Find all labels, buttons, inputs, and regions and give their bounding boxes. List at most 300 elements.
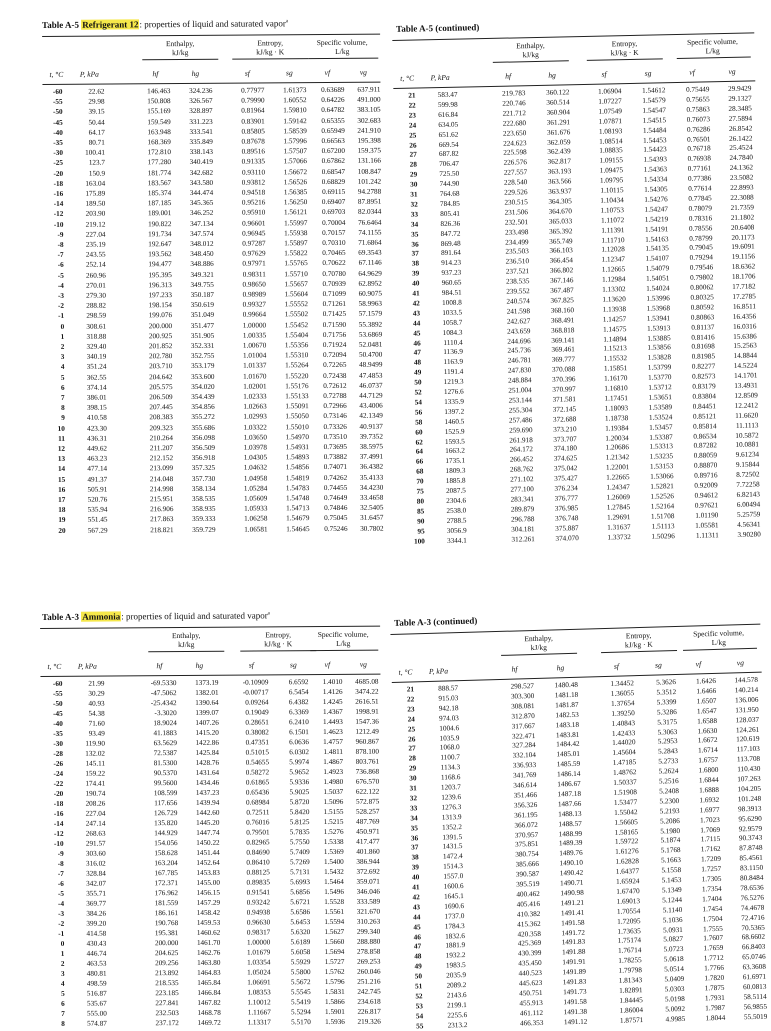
cell-t: -8	[57, 859, 64, 868]
cell-vf: 0.81985	[691, 352, 716, 362]
cell-p: 386.01	[86, 393, 107, 402]
cell-hf: 370.957	[514, 830, 539, 840]
cell-hg: 1491.72	[561, 928, 585, 937]
cell-t: 5	[61, 989, 65, 998]
cell-vf: 1.4367	[322, 707, 343, 717]
cell-hg: 335.849	[189, 137, 213, 146]
cell-hg: 375.042	[553, 464, 578, 473]
cell-hf: 312.870	[511, 711, 535, 721]
cell-p: 3344.1	[446, 536, 467, 545]
cell-sg: 4.9985	[665, 1014, 686, 1024]
cell-hg: 358.535	[191, 494, 216, 503]
cell-vf: 1.6630	[697, 726, 718, 735]
cell-vf: 0.85814	[693, 421, 717, 431]
cell-sf: 1.14894	[603, 334, 627, 344]
cell-hf: 224.623	[503, 138, 527, 148]
cell-hg: 351.477	[190, 321, 215, 330]
cell-hg: 369.461	[551, 345, 575, 355]
entropy-group-label: Entropy, kJ/kg · K	[264, 630, 293, 649]
cell-sg: 5.2408	[659, 786, 680, 796]
cell-hf: 207.445	[149, 403, 173, 412]
cell-hf: 237.521	[505, 267, 530, 276]
cell-sg: 1.53387	[649, 432, 673, 442]
cell-hg: 338.143	[189, 147, 213, 157]
cell-t: 4	[60, 979, 65, 988]
cell-hf: 223.650	[502, 128, 527, 138]
col-sg: sg	[654, 660, 662, 670]
cell-vf: 0.65355	[321, 116, 345, 125]
cell-sg: 1.57996	[283, 137, 307, 146]
cell-sf: 1.69013	[616, 896, 641, 906]
cell-hg: 1425.84	[195, 748, 220, 757]
cell-hf: 144.929	[154, 829, 178, 838]
cell-sg: 5.3512	[656, 687, 677, 697]
cell-hg: 354.439	[191, 392, 215, 401]
cell-hf: 395.519	[516, 879, 540, 889]
cell-t: -5	[57, 271, 64, 280]
cell-sf: 0.65436	[245, 788, 270, 797]
cell-t: 21	[408, 91, 416, 100]
cell-sg: 5.1874	[660, 836, 681, 845]
cell-vf: 0.74846	[324, 504, 348, 513]
cell-hf: 196.313	[148, 280, 172, 290]
cell-sf: 1.08353	[247, 988, 271, 997]
cell-sf: 0.68984	[245, 798, 270, 807]
cell-sf: 1.11667	[247, 1008, 271, 1017]
cell-vg: 71.6864	[358, 238, 382, 247]
table-title: Table A-3 Ammonia: properties of liquid and saturated vapor$^a$	[41, 610, 270, 622]
specific-volume-group-label: Specific volume, L/kg	[686, 36, 738, 56]
cell-p: 1168.6	[440, 773, 461, 782]
cell-hf: 277.100	[510, 485, 534, 494]
cell-hg: 374.180	[553, 444, 578, 454]
cell-sf: 1.50337	[613, 778, 637, 787]
cell-hf: 176.962	[154, 889, 178, 898]
cell-hg: 351.049	[190, 311, 215, 320]
cell-sg: 1.51113	[651, 521, 675, 531]
col-vg: vg	[728, 66, 736, 76]
cell-vg: 78.6536	[740, 883, 764, 893]
cell-sf: 0.97971	[242, 259, 266, 268]
cell-hg: 1480.48	[554, 680, 579, 690]
cell-sg: 5.1036	[662, 915, 683, 925]
cell-vf: 0.79546	[689, 263, 714, 273]
cell-hf: 400.462	[516, 889, 540, 899]
cell-vf: 1.4623	[323, 727, 343, 737]
cell-p: 50.44	[88, 118, 105, 127]
cell-vf: 0.64226	[321, 96, 345, 105]
cell-sg: 1.53712	[648, 383, 672, 392]
cell-vg: 401.860	[356, 847, 380, 856]
cell-p: 227.04	[85, 230, 106, 239]
cell-vf: 1.7354	[701, 884, 722, 894]
cell-sf: 1.14575	[602, 324, 627, 334]
cell-t: 40	[411, 873, 420, 882]
cell-vg: 4.56341	[737, 519, 761, 529]
cell-vf: 1.6426	[696, 676, 716, 686]
cell-sf: 1.48762	[612, 768, 637, 777]
cell-p: 1397.2	[444, 407, 465, 416]
cell-sf: 1.02001	[243, 382, 267, 391]
cell-hg: 355.686	[191, 423, 215, 432]
cell-t: 41	[412, 289, 420, 298]
cell-t: 52	[415, 992, 423, 1001]
cell-vf: 1.7404	[702, 894, 723, 904]
cell-hg: 1483.81	[555, 730, 580, 739]
cell-hg: 367.146	[549, 276, 574, 285]
cell-vf: 0.70622	[322, 259, 346, 268]
cell-sf: 1.02333	[243, 392, 267, 401]
table-row	[43, 1018, 383, 1029]
cell-sf: 1.65924	[615, 877, 640, 886]
cell-vf: 0.76718	[687, 144, 711, 154]
cell-vf: 0.74262	[323, 473, 348, 482]
cell-sg: 1.54783	[285, 483, 310, 493]
cell-t: 14	[57, 465, 66, 474]
cell-p: 1035.9	[439, 733, 460, 743]
cell-p: 480.81	[86, 969, 107, 978]
cell-p: 243.55	[85, 250, 106, 259]
cell-vg: 310.263	[356, 917, 381, 926]
cell-vg: 29.1327	[728, 94, 752, 103]
cell-sg: 5.1453	[661, 875, 682, 885]
cell-sg: 6.0636	[289, 738, 309, 747]
cell-vg: 47.4853	[359, 371, 383, 380]
cell-t: 33	[410, 804, 418, 813]
cell-vf: 1.4923	[323, 767, 344, 777]
cell-hg: 365.033	[548, 216, 573, 226]
cell-sg: 5.6453	[290, 918, 311, 927]
cell-t: 26	[409, 141, 417, 150]
cell-vf: 0.75246	[324, 524, 348, 533]
cell-sg: 5.6721	[290, 898, 311, 907]
cell-sg: 5.6058	[290, 948, 311, 957]
cell-t: 22	[408, 101, 416, 110]
cell-p: 1033.5	[442, 308, 463, 317]
cell-vf: 0.76938	[687, 154, 711, 164]
cell-sf: 1.27845	[606, 502, 631, 512]
cell-vg: 61.6971	[742, 972, 767, 982]
cell-p: 279.30	[86, 291, 106, 300]
cell-sg: 5.2843	[657, 747, 678, 756]
cell-sg: 5.5929	[290, 958, 311, 967]
cell-sf: 1.08193	[598, 126, 623, 136]
cell-t: 21	[406, 685, 415, 694]
cell-sg: 1.54334	[643, 175, 668, 184]
cell-sf: 1.16170	[604, 374, 628, 383]
cell-sf: 0.93812	[241, 178, 266, 187]
cell-p: 298.59	[86, 311, 107, 321]
cell-hf: 234.499	[505, 237, 529, 247]
cell-hf: 214.048	[149, 474, 174, 483]
table-body	[42, 86, 383, 538]
cell-hf: 221.712	[502, 109, 526, 118]
enthalpy-group-label: Enthalpy, kJ/kg	[524, 633, 553, 653]
cell-hf: 327.284	[512, 741, 536, 751]
cell-hg: 365.749	[549, 236, 573, 246]
cell-sg: 1.54819	[285, 473, 310, 482]
cell-p: 1239.6	[441, 792, 462, 802]
cell-t: 20	[58, 526, 66, 535]
cell-hf: 168.369	[147, 138, 171, 147]
cell-t: 11	[58, 434, 65, 443]
cell-vg: 6.00494	[736, 500, 761, 509]
cell-sf: 0.94938	[246, 908, 271, 917]
cell-sg: 5.3626	[656, 678, 677, 687]
cell-sf: 1.87571	[619, 1015, 644, 1025]
cell-t: 49	[414, 368, 422, 377]
cell-p: 498.59	[86, 979, 107, 988]
cell-t: 8	[61, 1019, 65, 1028]
cell-sg: 1.54276	[644, 195, 668, 204]
cell-hf: 163.948	[147, 127, 171, 137]
cell-vf: 1.11311	[695, 530, 719, 540]
cell-t: -20	[53, 169, 64, 178]
cell-hg: 353.600	[191, 372, 215, 381]
cell-hg: 355.272	[191, 413, 215, 422]
cell-p: 100.41	[85, 148, 105, 157]
cell-hf: 227.557	[503, 168, 528, 177]
cell-vf: 1.7766	[704, 963, 725, 973]
cell-hg: 1464.83	[197, 968, 221, 977]
cell-sg: 1.55050	[285, 412, 309, 421]
cell-sg: 5.2300	[659, 796, 680, 806]
cell-sf: 1.10434	[600, 196, 624, 205]
cell-hf: 213.099	[149, 464, 174, 473]
cell-sg: 1.54856	[285, 463, 310, 472]
cell-sg: 6.2410	[288, 718, 309, 727]
cell-t: -9	[57, 230, 64, 239]
cell-hg: 347.574	[190, 229, 214, 238]
cell-sg: 1.50296	[651, 531, 675, 541]
cell-p: 583.47	[437, 90, 458, 100]
cell-p: 252.14	[85, 260, 106, 270]
cell-sg: 5.5170	[291, 1018, 311, 1027]
cell-p: 477.14	[87, 464, 108, 474]
cell-p: 984.51	[441, 288, 462, 298]
cell-vf: 1.4811	[323, 747, 344, 757]
cell-vf: 1.7931	[704, 993, 725, 1003]
cell-sg: 5.1768	[660, 846, 681, 855]
cell-vg: 82.0344	[357, 208, 382, 217]
cell-t: -40	[53, 128, 63, 137]
cell-vg: 35.4133	[359, 473, 384, 482]
cell-vf: 1.7305	[701, 874, 722, 884]
cell-sf: 1.67470	[616, 887, 640, 896]
specific-volume-group-label: Specific volume, L/kg	[316, 37, 368, 56]
cell-p: 1219.3	[443, 377, 464, 387]
cell-hf: 205.575	[149, 382, 173, 392]
cell-hf: 181.559	[154, 899, 179, 908]
cell-vf: 1.5660	[324, 937, 345, 947]
cell-vg: 31.6457	[360, 514, 384, 523]
cell-vg: 450.971	[356, 827, 380, 836]
cell-p: 1084.3	[442, 328, 463, 337]
cell-hf: 216.906	[150, 505, 174, 514]
cell-p: 1276.6	[443, 387, 464, 396]
cell-vg: 144.578	[734, 675, 758, 685]
cell-hg: 1486.14	[556, 769, 581, 779]
cell-hf: 380.754	[515, 850, 539, 859]
cell-sg: 5.3175	[657, 717, 678, 727]
cell-sf: 0.72511	[246, 808, 270, 817]
cell-t: 52	[414, 388, 422, 397]
cell-sf: 1.00000	[242, 321, 267, 330]
cell-vg: 1547.36	[355, 717, 379, 726]
cell-hg: 345.365	[189, 198, 214, 208]
table-a3-continued	[390, 608, 771, 1031]
cell-t: 34	[410, 220, 419, 229]
cell-vf: 0.77386	[687, 174, 712, 183]
cell-hf: 435.450	[518, 959, 542, 968]
cell-vg: 46.0737	[359, 381, 383, 390]
cell-sf: 1.03650	[243, 433, 267, 442]
cell-sg: 1.56672	[283, 167, 308, 176]
cell-vf: 0.81416	[691, 332, 715, 342]
cell-hg: 361.676	[546, 127, 571, 137]
cell-vg: 487.769	[356, 817, 380, 826]
cell-vf: 0.66563	[321, 136, 345, 146]
cell-vf: 1.5155	[323, 807, 344, 817]
cell-sf: 1.26069	[606, 493, 631, 502]
cell-sf: 1.10753	[600, 205, 625, 215]
cell-hg: 1491.38	[563, 1007, 588, 1016]
cell-sg: 5.0723	[663, 945, 684, 954]
cell-vg: 333.589	[356, 897, 381, 906]
cell-p: 535.67	[86, 999, 107, 1008]
cell-vg: 346.046	[356, 887, 380, 896]
cell-t: -1	[58, 312, 65, 321]
cell-hg: 362.439	[547, 147, 571, 157]
cell-hf: 346.614	[513, 780, 537, 790]
cell-t: -2	[57, 302, 65, 311]
cell-sg: 1.53457	[649, 422, 673, 432]
cell-p: 29.98	[88, 97, 105, 106]
col-p: P, kPa	[430, 72, 450, 83]
cell-p: 914.23	[441, 258, 462, 268]
cell-hf: 261.918	[509, 435, 533, 445]
cell-t: -3	[57, 291, 64, 300]
cell-vf: 0.70310	[322, 238, 346, 248]
cell-vf: 1.6466	[696, 686, 717, 696]
cell-vf: 1.5796	[324, 977, 345, 987]
cell-hg: 1491.83	[562, 977, 587, 987]
cell-sg: 1.55938	[284, 228, 308, 238]
cell-hf: 336.933	[512, 761, 537, 770]
cell-t: 0	[60, 939, 65, 948]
cell-vg: 57.1579	[358, 310, 383, 319]
cell-sf: 1.76714	[617, 946, 642, 956]
cell-sg: 5.5672	[290, 978, 311, 987]
cell-hf: 194.477	[148, 260, 172, 269]
cell-p: 351.24	[86, 362, 107, 372]
column-headers	[40, 628, 380, 678]
cell-sg: 1.53968	[646, 304, 671, 313]
cell-sg: 5.7131	[290, 868, 310, 877]
col-t: t, °C	[400, 73, 415, 83]
cell-hg: 376.234	[554, 484, 578, 493]
cell-vf: 0.97621	[694, 501, 719, 510]
cell-hf: 204.625	[154, 949, 179, 958]
cell-p: 159.22	[85, 769, 106, 778]
cell-t: -55	[52, 98, 63, 107]
cell-sg: 5.8720	[289, 798, 310, 807]
cell-p: 355.71	[86, 889, 106, 898]
cell-hg: 1491.21	[560, 898, 585, 908]
cell-sf: 0.94518	[241, 188, 266, 197]
cell-vg: 29.9429	[727, 84, 752, 93]
cell-t: 19	[58, 516, 66, 525]
cell-sf: 1.07871	[598, 116, 623, 126]
cell-sf: 0.61865	[245, 778, 270, 787]
cell-vg: 58.9963	[358, 299, 383, 308]
cell-sf: 0.19049	[245, 708, 269, 717]
cell-sg: 1.53996	[646, 294, 670, 303]
cell-vg: 234.618	[357, 997, 381, 1006]
cell-sf: 1.05933	[244, 504, 268, 513]
cell-vg: 28.3485	[728, 104, 752, 113]
cell-sg: 1.54931	[285, 443, 310, 452]
cell-vg: 42.1349	[359, 412, 383, 421]
cell-hf: 257.486	[508, 415, 533, 425]
cell-t: 37	[411, 249, 419, 259]
col-sg: sg	[644, 68, 652, 78]
cell-sg: 5.7409	[289, 848, 310, 857]
cell-vf: 1.6714	[697, 746, 718, 755]
cell-vg: 131.166	[357, 157, 382, 166]
cell-sf: 1.45604	[612, 748, 636, 758]
cell-sf: 0.98650	[242, 280, 266, 289]
cell-t: 66	[415, 457, 424, 466]
cell-hg: 364.305	[548, 197, 572, 206]
cell-t: -40	[53, 719, 63, 728]
cell-hg: 358.935	[192, 504, 216, 514]
cell-hf: 210.264	[149, 433, 173, 443]
cell-hf: 361.195	[514, 810, 538, 820]
cell-hg: 370.997	[552, 385, 576, 394]
cell-hf: 219.783	[502, 89, 526, 98]
cell-p: 227.04	[85, 809, 106, 818]
cell-p: 30.29	[88, 689, 105, 698]
cell-t: -14	[53, 200, 64, 209]
cell-vf: 1.5432	[324, 867, 344, 877]
cell-t: 43	[412, 309, 421, 318]
col-sg: sg	[285, 68, 293, 78]
table-body	[40, 677, 382, 1028]
cell-p: 1932.2	[445, 951, 466, 960]
cell-vg: 98.3913	[737, 804, 762, 814]
cell-vf: 1.5594	[324, 917, 345, 927]
cell-hg: 371.581	[552, 395, 576, 404]
cell-p: 430.43	[86, 939, 107, 948]
cell-hf: 238.535	[505, 277, 530, 286]
cell-hg: 328.897	[189, 107, 213, 116]
cell-vf: 1.4245	[322, 697, 343, 707]
cell-sg: 5.2624	[658, 767, 679, 776]
cell-p: 463.53	[86, 959, 107, 968]
cell-vf: 1.4757	[323, 737, 343, 747]
cell-sf: 1.06581	[244, 525, 268, 534]
cell-vg: 9.61234	[735, 450, 760, 460]
cell-t: 1	[60, 949, 65, 958]
cell-sg: 5.0514	[664, 965, 685, 974]
cell-sf: 0.86410	[246, 858, 270, 867]
cell-sg: 1.53589	[648, 403, 673, 412]
cell-hg: 361.291	[546, 117, 571, 127]
cell-hf: 466.353	[519, 1018, 544, 1028]
cell-sf: 1.33732	[607, 532, 631, 542]
cell-hf: 455.913	[519, 998, 543, 1008]
